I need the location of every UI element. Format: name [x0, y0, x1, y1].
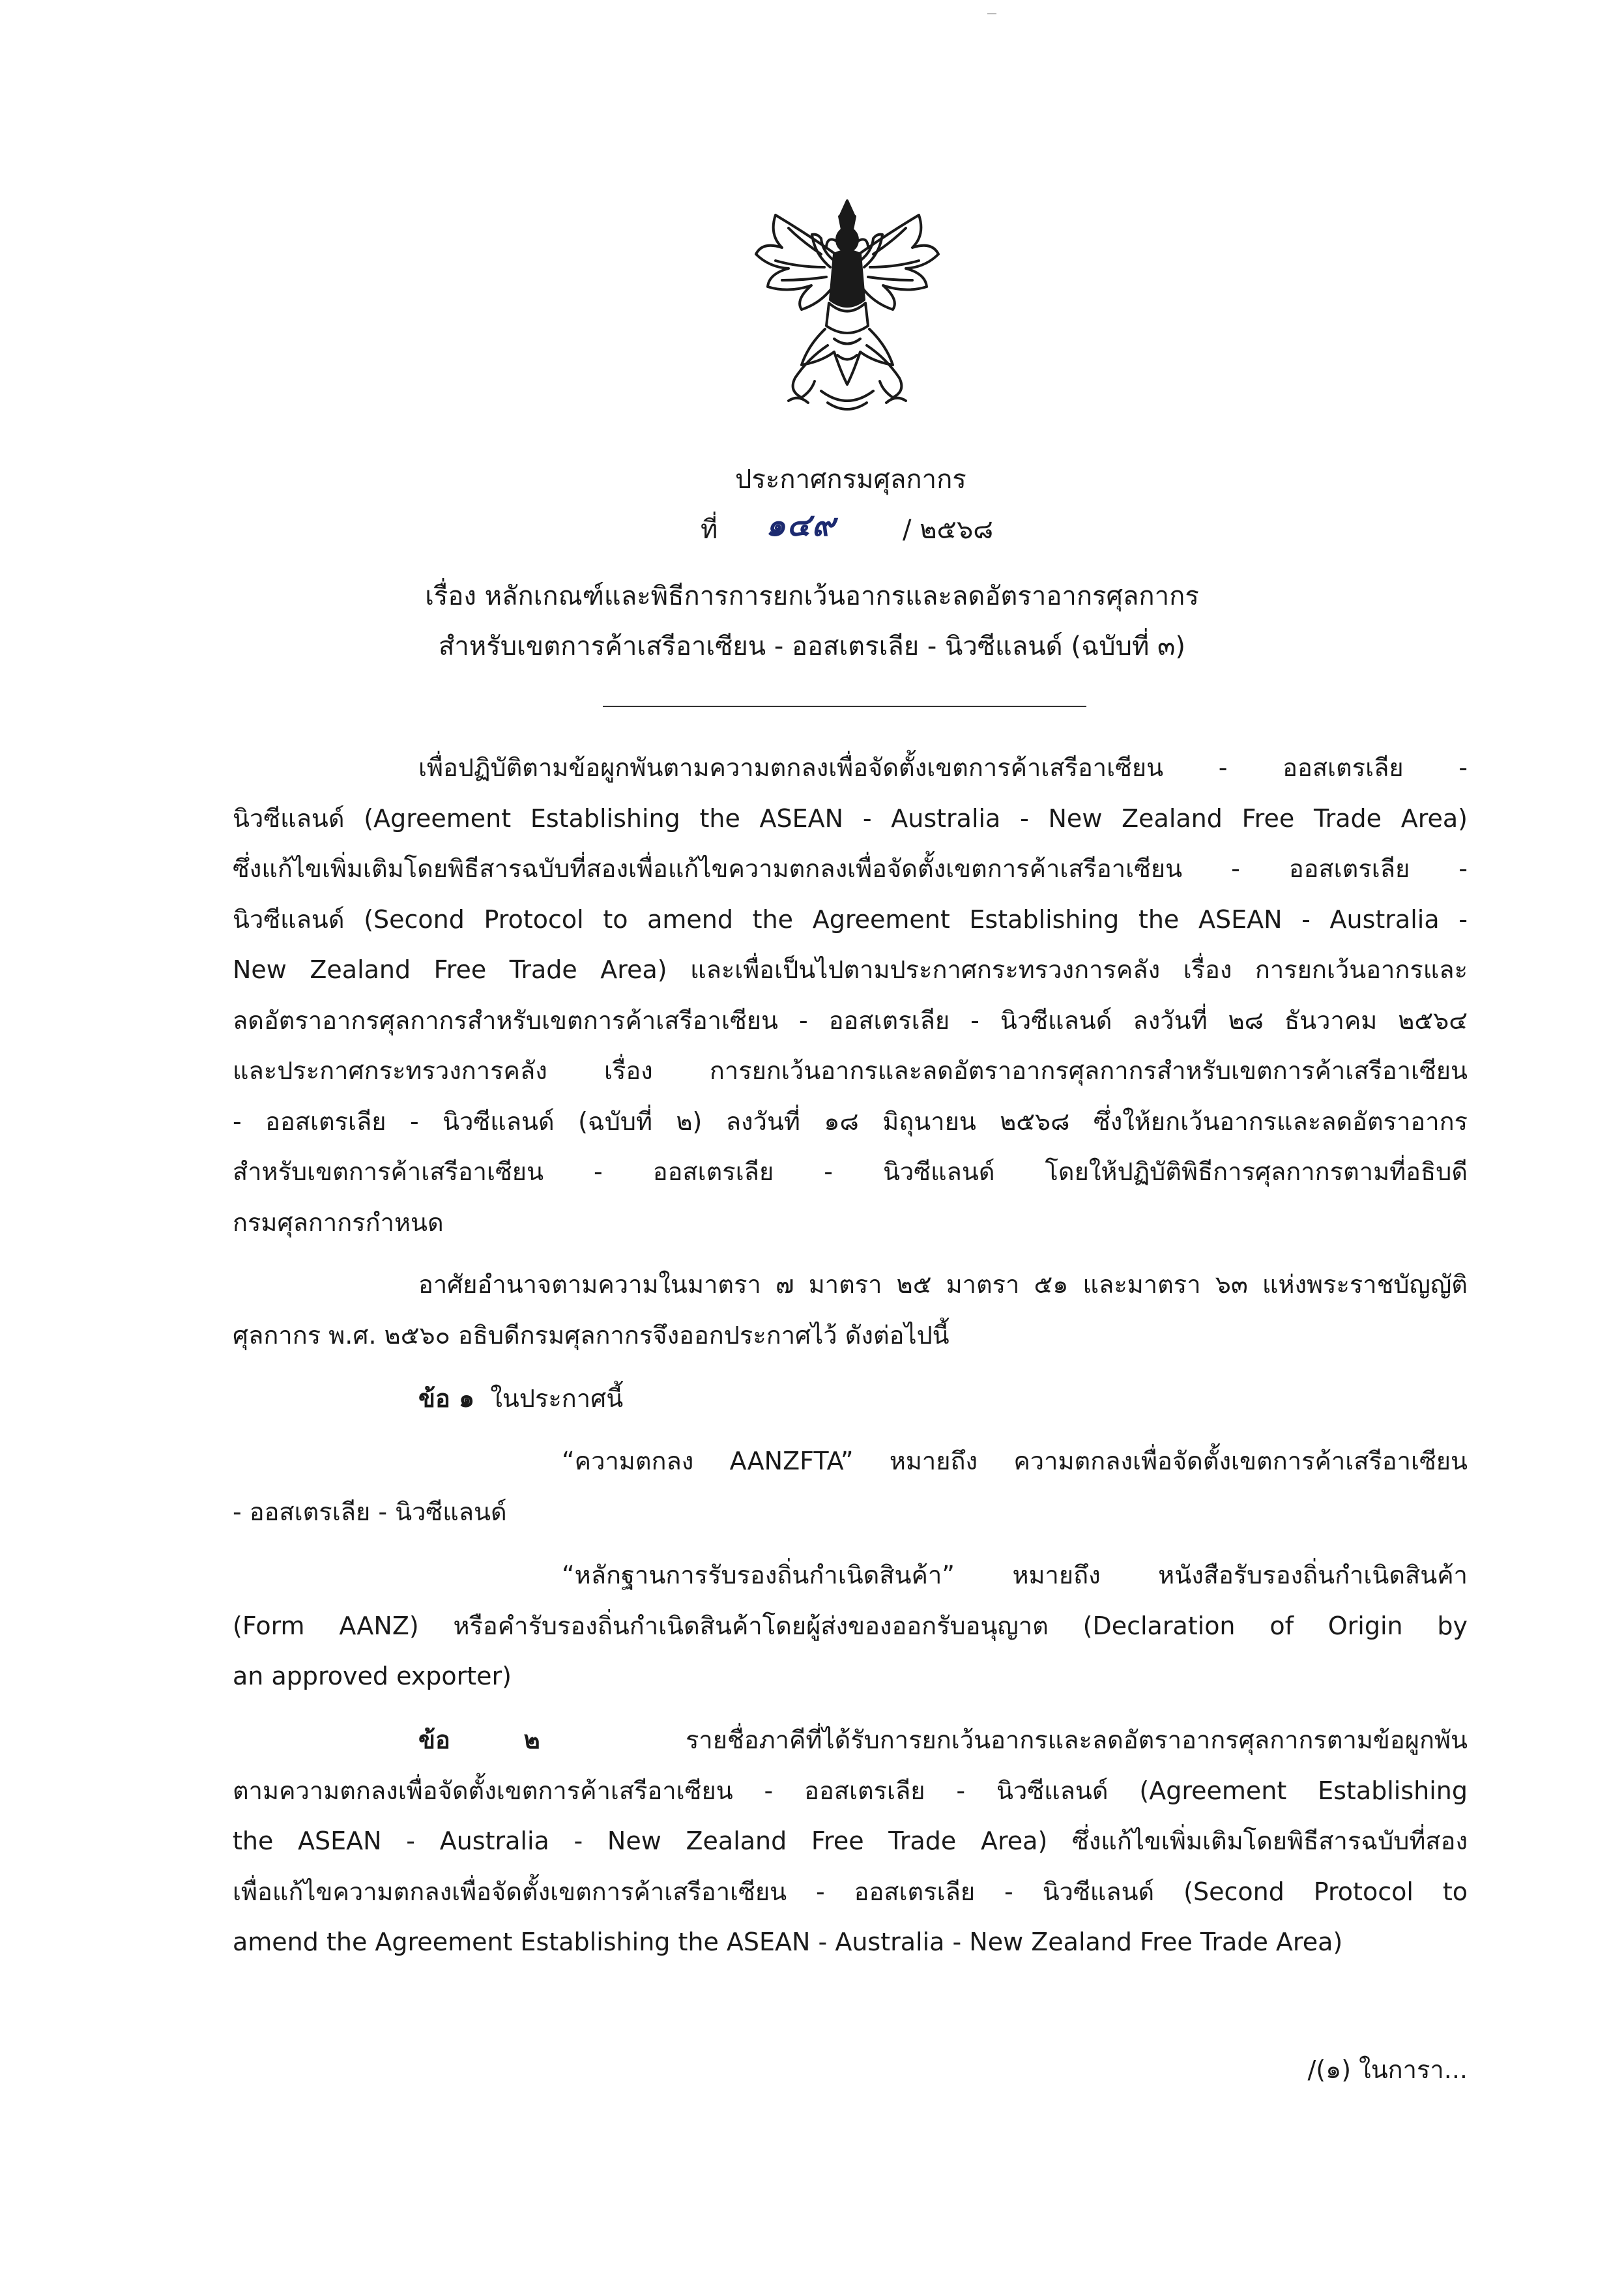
clause-2-line: amend the Agreement Establishing the ASEAN - Australia - New Zealand Free Trade Area): [233, 1928, 1343, 1956]
announcement-number-label: ที่: [701, 515, 718, 545]
preamble-line: นิวซีแลนด์ (Second Protocol to amend the Agreement Establishing the ASEAN - Australia -: [233, 904, 1468, 934]
preamble-line: ลดอัตราอากรศุลกากรสำหรับเขตการค้าเสรีอาเซียน - ออสเตรเลีย - นิวซีแลนด์ ลงวันที่ ๒๘ ธันวาคม ๒๕๖๔: [233, 1006, 1468, 1035]
clause-2-line: [233, 1715, 1468, 1766]
definition-line: - ออสเตรเลีย - นิวซีแลนด์: [233, 1497, 507, 1526]
announcement-subject-line1: เรื่อง หลักเกณฑ์และพิธีการการยกเว้นอากรและลดอัตราอากรศุลกากร: [425, 581, 1199, 611]
announcement-number-year: / ๒๕๖๘: [903, 515, 994, 545]
definition-aanzfta: [233, 1436, 1468, 1537]
definition-line: “หลักฐานการรับรองถิ่นกำเนิดสินค้า” หมายถึง หนังสือรับรองถิ่นกำเนิดสินค้า: [562, 1561, 1468, 1589]
preamble-line: นิวซีแลนด์ (Agreement Establishing the ASEAN - Australia - New Zealand Free Trade Area): [233, 803, 1468, 833]
preamble-line: กรมศุลกากรกำหนด: [233, 1208, 444, 1237]
definition-proof-of-origin: [233, 1550, 1468, 1702]
clause-1-text: ในประกาศนี้: [490, 1384, 624, 1413]
header-divider: [603, 706, 1086, 707]
clause-1: [233, 1374, 1468, 1425]
preamble-line: ซึ่งแก้ไขเพิ่มเติมโดยพิธีสารฉบับที่สองเพื่อแก้ไขความตกลงเพื่อจัดตั้งเขตการค้าเสรีอาเซียน - ออสเตรเลีย -: [233, 854, 1468, 883]
preamble-line: เพื่อปฏิบัติตามข้อผูกพันตามความตกลงเพื่อจัดตั้งเขตการค้าเสรีอาเซียน - ออสเตรเลีย -: [418, 753, 1468, 782]
preamble-line: - ออสเตรเลีย - นิวซีแลนด์ (ฉบับที่ ๒) ลงวันที่ ๑๘ มิถุนายน ๒๕๖๘ ซึ่งให้ยกเว้นอากรและลดอัตราอากร: [233, 1107, 1468, 1136]
garuda-emblem-icon: [749, 195, 945, 417]
definition-line: (Form AANZ) หรือคำรับรองถิ่นกำเนิดสินค้าโดยผู้ส่งของออกรับอนุญาต (Declaration of Origin by: [233, 1611, 1468, 1640]
page-continuation: /(๑) ในการา...: [1307, 2055, 1468, 2084]
announcement-subject-line2: สำหรับเขตการค้าเสรีอาเซียน - ออสเตรเลีย - นิวซีแลนด์ (ฉบับที่ ๓): [438, 631, 1186, 661]
preamble-line: New Zealand Free Trade Area) และเพื่อเป็นไปตามประกาศกระทรวงการคลัง เรื่อง การยกเว้นอากรและ: [233, 955, 1468, 984]
authority-line: ศุลกากร พ.ศ. ๒๕๖๐ อธิบดีกรมศุลกากรจึงออกประกาศไว้ ดังต่อไปนี้: [233, 1320, 950, 1350]
clause-2-line: the ASEAN - Australia - New Zealand Free Trade Area) ซึ่งแก้ไขเพิ่มเติมโดยพิธีสารฉบับที่สอง: [233, 1827, 1468, 1855]
authority-line: อาศัยอำนาจตามความในมาตรา ๗ มาตรา ๒๕ มาตรา ๕๑ และมาตรา ๖๓ แห่งพระราชบัญญัติ: [418, 1270, 1468, 1299]
announcement-number-handwritten: ๑๔๙: [766, 507, 836, 543]
announcement-agency: ประกาศกรมศุลกากร: [735, 465, 966, 495]
authority-paragraph: [233, 1260, 1468, 1361]
clause-2-label: ข้อ ๒: [418, 1726, 540, 1754]
definition-line: an approved exporter): [233, 1662, 512, 1690]
preamble-line: และประกาศกระทรวงการคลัง เรื่อง การยกเว้นอากรและลดอัตราอากรศุลกากรสำหรับเขตการค้าเสรีอาเซียน: [233, 1056, 1468, 1085]
preamble-line: สำหรับเขตการค้าเสรีอาเซียน - ออสเตรเลีย - นิวซีแลนด์ โดยให้ปฏิบัติพิธีการศุลกากรตามที่อธิบดี: [233, 1157, 1468, 1186]
clause-1-line: [233, 1374, 1468, 1425]
clause-2-first-text: รายชื่อภาคีที่ได้รับการยกเว้นอากรและลดอัตราอากรศุลกากรตามข้อผูกพัน: [685, 1726, 1468, 1754]
clause-2: [233, 1715, 1468, 1968]
clause-2-line: เพื่อแก้ไขความตกลงเพื่อจัดตั้งเขตการค้าเสรีอาเซียน - ออสเตรเลีย - นิวซีแลนด์ (Second Protocol to: [233, 1877, 1468, 1906]
clause-2-line: ตามความตกลงเพื่อจัดตั้งเขตการค้าเสรีอาเซียน - ออสเตรเลีย - นิวซีแลนด์ (Agreement Establishing: [233, 1776, 1468, 1805]
clause-1-label: ข้อ ๑: [418, 1384, 475, 1413]
definition-line: “ความตกลง AANZFTA” หมายถึง ความตกลงเพื่อจัดตั้งเขตการค้าเสรีอาเซียน: [562, 1447, 1468, 1475]
scan-artifact: [987, 13, 996, 14]
preamble-paragraph: [233, 743, 1468, 1248]
